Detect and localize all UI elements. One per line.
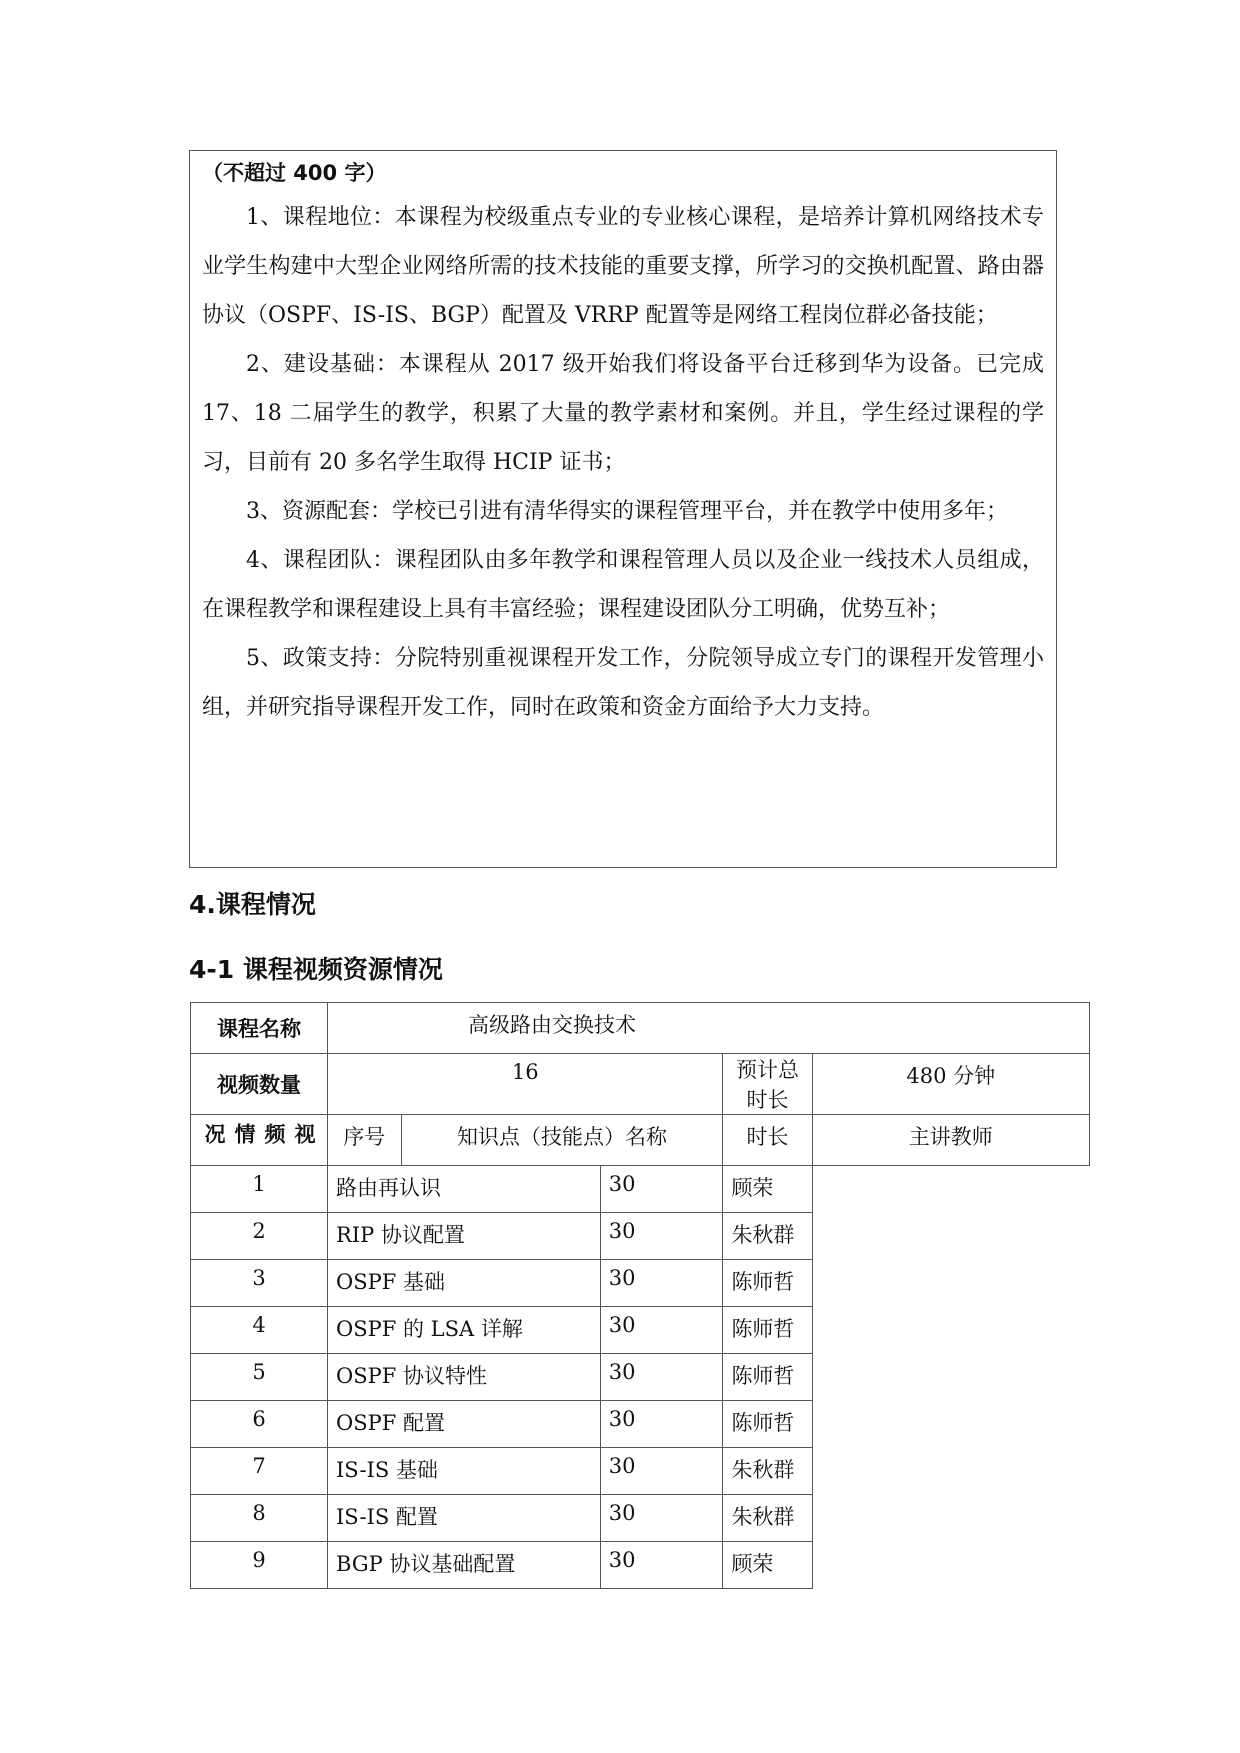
- row-index: 3: [191, 1260, 328, 1307]
- row-index: 8: [191, 1495, 328, 1542]
- table-row: [191, 1401, 1090, 1448]
- paragraph: 5、政策支持：分院特别重视课程开发工作，分院领导成立专门的课程开发管理小组，并研究指导课程开发工作，同时在政策和资金方面给予大力支持。: [202, 646, 1044, 720]
- row-topic: IS-IS 基础: [328, 1448, 601, 1495]
- row-teacher: 朱秋群: [723, 1213, 812, 1260]
- table-row: [191, 1448, 1090, 1495]
- duration: 480 分钟: [812, 1054, 1089, 1115]
- table-row: [191, 1307, 1090, 1354]
- row-duration: 30: [600, 1542, 723, 1589]
- row-duration: 30: [600, 1354, 723, 1401]
- paragraph: 4、课程团队：课程团队由多年教学和课程管理人员以及企业一线技术人员组成，在课程教学和课程建设上具有丰富经验；课程建设团队分工明确，优势互补；: [202, 548, 1044, 622]
- video-count: 16: [328, 1054, 723, 1115]
- row-topic: 路由再认识: [328, 1166, 601, 1213]
- duration-label: 预计总时长: [723, 1054, 812, 1115]
- row-topic: IS-IS 配置: [328, 1495, 601, 1542]
- table-row: [191, 1354, 1090, 1401]
- course-name: 高级路由交换技术: [328, 1003, 1090, 1054]
- row-index: 2: [191, 1213, 328, 1260]
- row-index: 1: [191, 1166, 328, 1213]
- row-duration: 30: [600, 1448, 723, 1495]
- row-teacher: 陈师哲: [723, 1260, 812, 1307]
- row-topic: OSPF 的 LSA 详解: [328, 1307, 601, 1354]
- header-index: 序号: [328, 1115, 402, 1166]
- row-duration: 30: [600, 1495, 723, 1542]
- table-row: [191, 1260, 1090, 1307]
- table-row: [191, 1542, 1090, 1589]
- header-topic: 知识点（技能点）名称: [401, 1115, 723, 1166]
- word-limit-note: （不超过 400 字）: [202, 161, 387, 185]
- header-duration: 时长: [723, 1115, 812, 1166]
- row-topic: OSPF 配置: [328, 1401, 601, 1448]
- row-duration: 30: [600, 1307, 723, 1354]
- video-count-label: 视频数量: [191, 1054, 328, 1115]
- row-teacher: 陈师哲: [723, 1307, 812, 1354]
- row-teacher: 顾荣: [723, 1542, 812, 1589]
- row-duration: 30: [600, 1166, 723, 1213]
- row-topic: BGP 协议基础配置: [328, 1542, 601, 1589]
- course-name-label: 课程名称: [191, 1003, 328, 1054]
- row-teacher: 陈师哲: [723, 1401, 812, 1448]
- table-row: [191, 1495, 1090, 1542]
- row-index: 4: [191, 1307, 328, 1354]
- paragraph: 2、建设基础：本课程从 2017 级开始我们将设备平台迁移到华为设备。已完成 17、18 二届学生的教学，积累了大量的教学素材和案例。并且，学生经过课程的学习，目前有 20 多名学生取得 HCIP 证书；: [202, 352, 1044, 475]
- row-teacher: 顾荣: [723, 1166, 812, 1213]
- table-row: [191, 1166, 1090, 1213]
- row-teacher: 朱秋群: [723, 1495, 812, 1542]
- row-teacher: 朱秋群: [723, 1448, 812, 1495]
- row-index: 5: [191, 1354, 328, 1401]
- row-topic: OSPF 协议特性: [328, 1354, 601, 1401]
- subsection-heading: 4-1 课程视频资源情况: [189, 955, 443, 984]
- row-topic: RIP 协议配置: [328, 1213, 601, 1260]
- paragraph: 3、资源配套：学校已引进有清华得实的课程管理平台，并在教学中使用多年；: [246, 499, 1008, 524]
- paragraph: 1、课程地位：本课程为校级重点专业的专业核心课程，是培养计算机网络技术专业学生构建中大型企业网络所需的技术技能的重要支撑，所学习的交换机配置、路由器协议（OSPF、IS-IS、BGP）配置及 VRRP 配置等是网络工程岗位群必备技能；: [202, 205, 1044, 328]
- row-duration: 30: [600, 1213, 723, 1260]
- course-summary-box: [189, 150, 1057, 868]
- row-duration: 30: [600, 1260, 723, 1307]
- section-heading: 4.课程情况: [189, 890, 316, 919]
- video-section-label: 视频情况: [202, 1123, 316, 1152]
- row-index: 7: [191, 1448, 328, 1495]
- row-topic: OSPF 基础: [328, 1260, 601, 1307]
- header-teacher: 主讲教师: [812, 1115, 1089, 1166]
- video-resource-table: [190, 1002, 1090, 1589]
- row-index: 6: [191, 1401, 328, 1448]
- row-index: 9: [191, 1542, 328, 1589]
- row-teacher: 陈师哲: [723, 1354, 812, 1401]
- table-row: [191, 1213, 1090, 1260]
- row-duration: 30: [600, 1401, 723, 1448]
